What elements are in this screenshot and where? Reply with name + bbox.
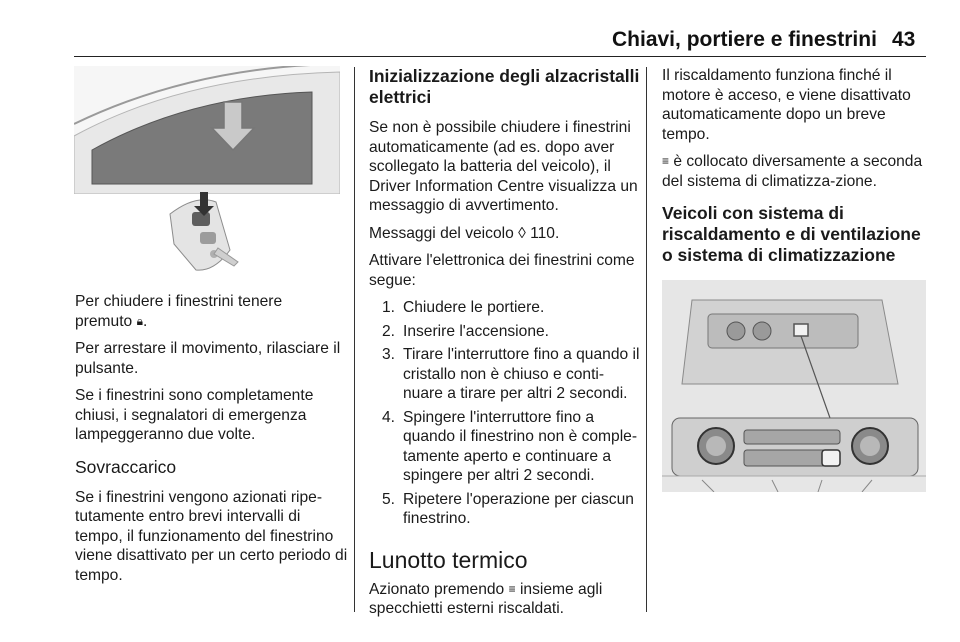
paragraph-heating-duration: Il riscaldamento funziona finché il motore è acceso, e viene disattivato automaticamente dopo un breve tempo. [662, 67, 911, 143]
paragraph-rear-window: Azionato premendo ≡ insieme agli specchietti esterni riscaldati. [369, 580, 603, 617]
paragraph-vehicle-messages: Messaggi del veicolo ◊ 110. [369, 224, 560, 242]
paragraph-stop-movement: Per arrestare il movimento, rilasciare il pulsante. [75, 340, 341, 377]
paragraph-activate: Attivare l'elettronica dei finestrini come segue: [369, 252, 635, 289]
paragraph-init-warning: Se non è possibile chiudere i finestrini automaticamente (ad es. dopo aver scollegato la batteria del veicolo), il Driver Information Centre visualizza un messaggio di avvertimento. [369, 119, 638, 214]
list-item: 5. Ripetere l'operazione per ciascun finestrino. [381, 490, 634, 527]
page-number: 43 [892, 28, 916, 51]
lock-icon: 🔒︎ [136, 313, 143, 328]
list-item: 3. Tirare l'interruttore fino a quando il cristallo non è chiuso e conti-nuare a tirare per altri 2 secondi. [381, 346, 640, 402]
list-item: 4. Spingere l'interruttore fino a quando il finestrino non è comple-tamente aperto e continuare a spingere per altri 2 secondi. [381, 408, 638, 484]
paragraph-press-lock: Per chiudere i finestrini tenere premuto 🔒︎. [75, 293, 283, 330]
column-divider [354, 67, 355, 612]
list-item: 2. Inserire l'accensione. [381, 322, 549, 340]
list-item: 1. Chiudere le portiere. [381, 299, 545, 316]
heading-overload: Sovraccarico [75, 456, 177, 477]
header-rule [74, 56, 926, 57]
paragraph-overload: Se i finestrini vengono azionati ripe-tutamente entro brevi intervalli di tempo, il funzionamento del finestrino viene disattivato per un certo periodo di tempo. [75, 488, 348, 584]
window-key-illustration [74, 66, 340, 278]
column-divider [646, 67, 647, 612]
column-right [662, 66, 936, 276]
paragraph-hazard-lights: Se i finestrini sono completamente chiusi, i segnalatori di emergenza lampeggeranno due volte. [75, 387, 314, 443]
steps-list [369, 298, 643, 529]
header-title: Chiavi, portiere e finestrini [612, 28, 877, 51]
column-left [75, 292, 349, 593]
climate-control-illustration [662, 280, 926, 492]
paragraph-location: ≡ è collocato diversamente a seconda del sistema di climatizza-zione. [662, 153, 923, 190]
heading-rear-window: Lunotto termico [369, 546, 528, 573]
rear-window-defrost-icon: ≡ [662, 154, 670, 168]
rear-window-defrost-icon: ≡ [508, 581, 516, 596]
heading-initialization: Inizializzazione degli alzacristalli elettrici [369, 66, 640, 107]
heading-vehicles: Veicoli con sistema di riscaldamento e di ventilazione o sistema di climatizzazione [662, 203, 921, 265]
column-middle [369, 66, 643, 627]
